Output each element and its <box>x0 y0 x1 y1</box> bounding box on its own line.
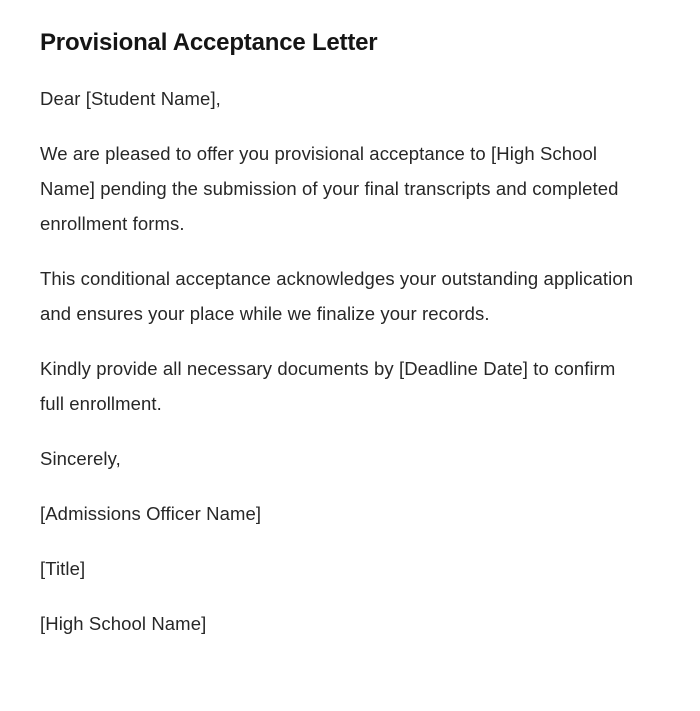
letter-signature-title: [Title] <box>40 558 86 579</box>
letter-closing: Sincerely, <box>40 448 121 469</box>
letter-paragraph-deadline: Kindly provide all necessary documents by [Deadline Date] to confirm full enrollment. <box>40 358 616 414</box>
letter-paragraph-acceptance: We are pleased to offer you provisional acceptance to [High School Name] pending the submission of your final transcripts and completed enrollment forms. <box>40 143 619 234</box>
letter-title: Provisional Acceptance Letter <box>40 29 378 56</box>
letter-signature-name: [Admissions Officer Name] <box>40 503 262 524</box>
letter-paragraph-conditional: This conditional acceptance acknowledges your outstanding application and ensures your place while we finalize your records. <box>40 268 634 324</box>
letter-salutation: Dear [Student Name], <box>40 88 221 109</box>
letter-signature-school: [High School Name] <box>40 613 207 634</box>
